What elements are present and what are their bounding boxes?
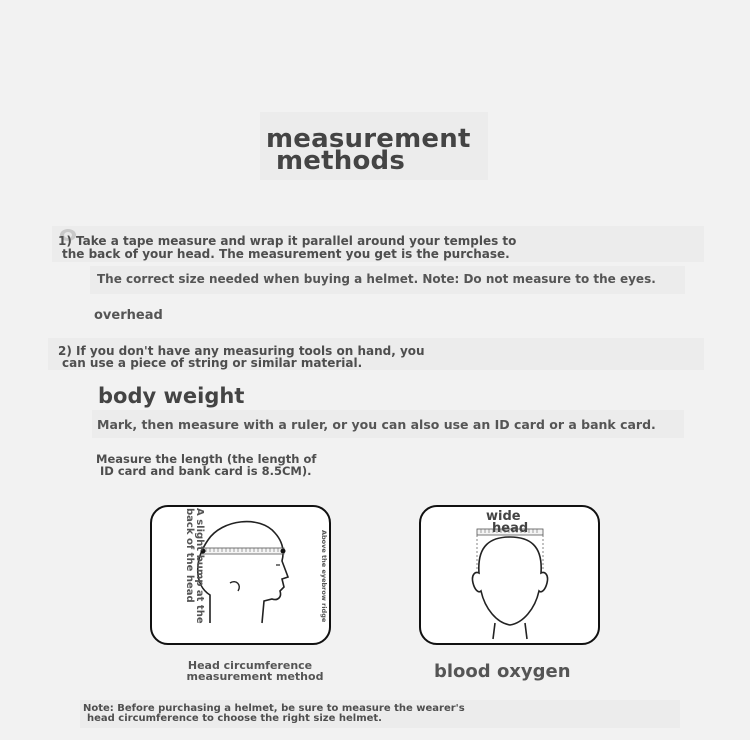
step2-line1: 2) If you don't have any measuring tools on hand, you (58, 344, 425, 358)
wide-line1: wide (486, 509, 521, 524)
measure-line2: ID card and bank card is 8.5CM). (100, 464, 312, 478)
step2-line2: can use a piece of string or similar material. (62, 356, 363, 370)
bottom-note (83, 704, 553, 724)
left-figure-caption (160, 660, 340, 682)
eyes-note: The correct size needed when buying a helmet. Note: Do not measure to the eyes. (97, 272, 656, 286)
eyebrow-ridge-label: Above the eyebrow ridge (320, 530, 328, 623)
bottom-note-line1: Note: Before purchasing a helmet, be sure to measure the wearer's (83, 703, 465, 714)
mark-instruction: Mark, then measure with a ruler, or you can also use an ID card or a bank card. (97, 417, 656, 432)
side-head-illustration (150, 505, 333, 647)
wide-head-label (486, 511, 546, 535)
body-weight-heading: body weight (98, 384, 245, 408)
title-line1: measurement (266, 124, 471, 154)
page-title (266, 124, 496, 176)
wide-line2: head (492, 521, 529, 536)
step1-line2: the back of your head. The measurement you get is the purchase. (62, 247, 510, 261)
back-bump-label: A slight bump at the back of the head (184, 508, 205, 624)
caption-line2: measurement method (186, 670, 324, 683)
blood-oxygen-caption: blood oxygen (434, 661, 571, 682)
title-line2: methods (276, 146, 406, 176)
step2-text (58, 345, 458, 369)
measure-line1: Measure the length (the length of (96, 452, 317, 466)
step1-line1: 1) Take a tape measure and wrap it parallel around your temples to (58, 234, 517, 248)
step1-text (58, 235, 528, 261)
caption-line1: Head circumference (187, 659, 313, 672)
overhead-label: overhead (94, 308, 163, 323)
measure-length-text (96, 453, 336, 477)
bottom-note-line2: head circumference to choose the right size helmet. (87, 713, 382, 724)
